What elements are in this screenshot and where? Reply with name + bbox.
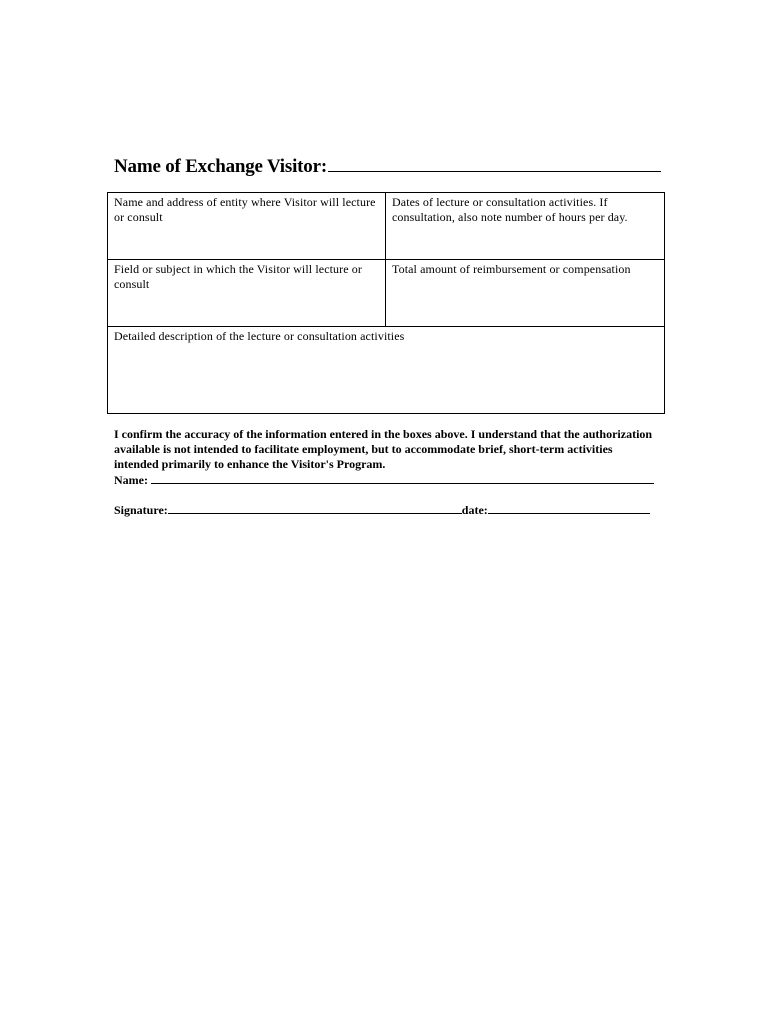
dates-label: Dates of lecture or consultation activities. If consultation, also note number of hours per day. — [392, 195, 628, 224]
name-label: Name: — [114, 473, 148, 487]
entity-cell[interactable] — [108, 193, 386, 260]
confirmation-statement: I confirm the accuracy of the information entered in the boxes above. I understand that the authorization available is not intended to facilitate employment, but to accommodate brief, short-term activities intended primarily to enhance the Visitor's Program. — [114, 427, 653, 471]
name-line[interactable] — [151, 471, 654, 484]
description-cell[interactable] — [108, 327, 665, 414]
date-line[interactable] — [488, 501, 650, 514]
form-title: Name of Exchange Visitor: — [114, 156, 327, 177]
name-row — [114, 471, 654, 488]
signature-row — [114, 501, 650, 518]
field-label: Field or subject in which the Visitor will lecture or consult — [114, 262, 362, 291]
signature-label: Signature: — [114, 503, 168, 517]
table-row — [108, 193, 665, 260]
date-label: date: — [461, 503, 488, 517]
dates-cell[interactable] — [386, 193, 665, 260]
activity-table — [107, 192, 665, 414]
amount-cell[interactable] — [386, 260, 665, 327]
field-cell[interactable] — [108, 260, 386, 327]
table-row — [108, 327, 665, 414]
table-row — [108, 260, 665, 327]
signature-line[interactable] — [168, 501, 462, 514]
amount-label: Total amount of reimbursement or compensation — [392, 262, 631, 276]
entity-label: Name and address of entity where Visitor will lecture or consult — [114, 195, 376, 224]
visitor-name-line[interactable] — [328, 152, 661, 172]
form-title-row — [114, 152, 661, 178]
description-label: Detailed description of the lecture or consultation activities — [114, 329, 405, 343]
